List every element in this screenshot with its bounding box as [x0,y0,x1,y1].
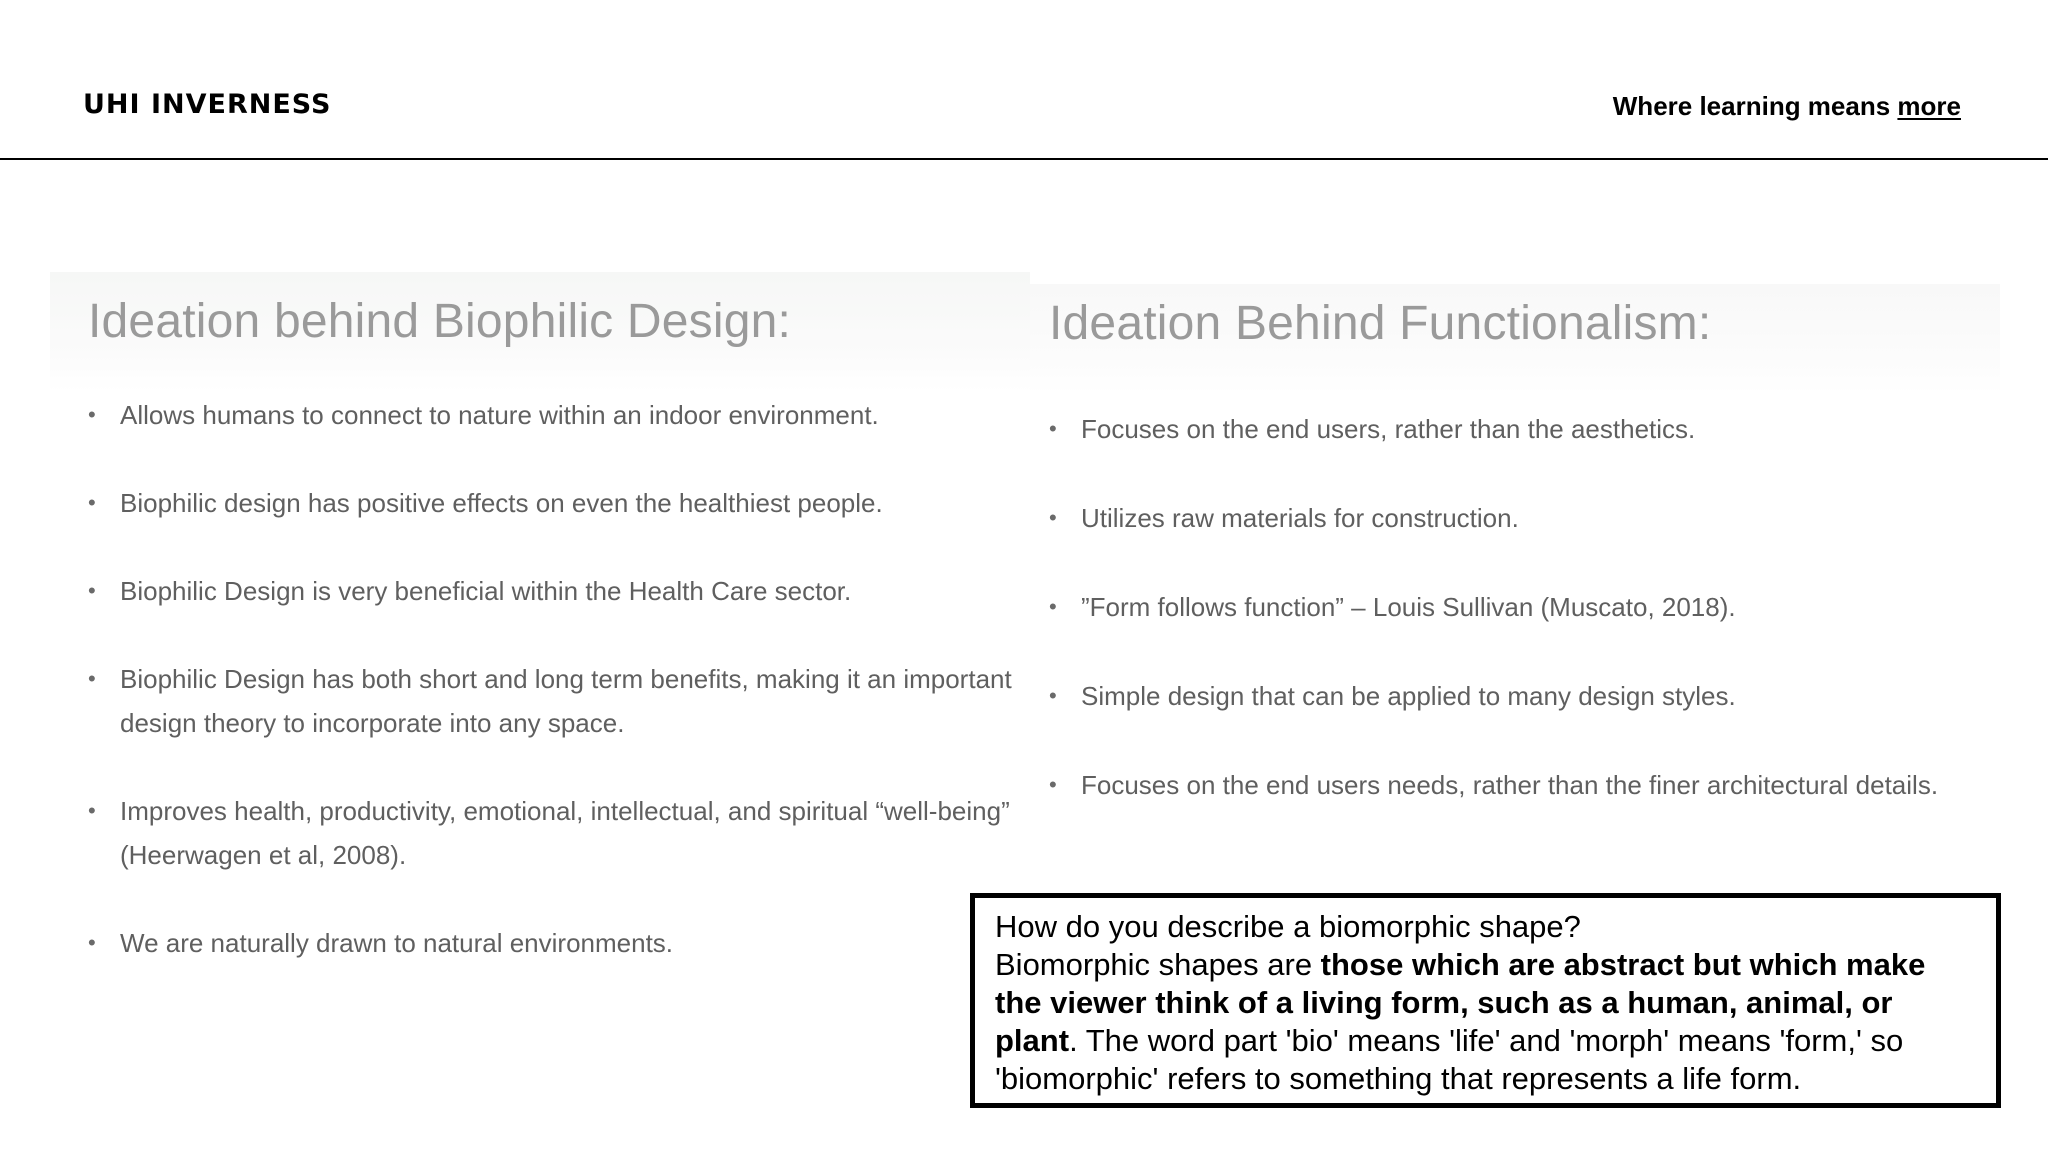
functionalism-column [1049,296,2009,852]
bullet-item: • Biophilic Design has both short and long term benefits, making it an important design theory to incorporate into any space. [88,657,1058,745]
bullet-item: • Simple design that can be applied to many design styles. [1049,674,2009,718]
definition-answer [995,946,1978,1098]
slide-image [40,272,2010,972]
biophilic-heading: Ideation behind Biophilic Design: [88,295,792,348]
tagline-text: Where learning means [1612,91,1898,121]
bullet-item: • Focuses on the end users needs, rather than the finer architectural details. [1049,763,2009,807]
bullet-item: • Biophilic design has positive effects on even the healthiest people. [88,481,1058,525]
definition-bold: those which are abstract but which make the viewer think of a living form, such as a human, animal, or plant [995,947,1926,1058]
definition-intro: Biomorphic shapes are [995,947,1321,982]
bullet-item: • Improves health, productivity, emotional, intellectual, and spiritual “well-being” (Heerwagen et al, 2008). [88,789,1058,877]
bullet-item: • Utilizes raw materials for construction. [1049,496,2009,540]
bullet-item: • Biophilic Design is very beneficial within the Health Care sector. [88,569,1058,613]
biophilic-bullet-list [88,393,1058,965]
tagline [1613,91,1961,122]
site-header [0,0,2048,160]
bullet-item: • ”Form follows function” – Louis Sullivan (Muscato, 2018). [1049,585,2009,629]
bullet-item: • Allows humans to connect to nature within an indoor environment. [88,393,1058,437]
site-logo[interactable]: UHI INVERNESS [83,89,332,120]
bullet-item: • We are naturally drawn to natural environments. [88,921,1058,965]
biomorphic-definition-box [970,893,2001,1108]
functionalism-bullet-list [1049,407,2009,807]
more-link[interactable]: more [1897,91,1961,121]
functionalism-heading: Ideation Behind Functionalism: [1049,297,1712,350]
definition-rest: . The word part 'bio' means 'life' and 'morph' means 'form,' so 'biomorphic' refers to something that represents a life form. [995,1023,1904,1096]
definition-question: How do you describe a biomorphic shape? [995,909,1581,944]
bullet-item: • Focuses on the end users, rather than the aesthetics. [1049,407,2009,451]
biophilic-column [88,294,1058,1009]
